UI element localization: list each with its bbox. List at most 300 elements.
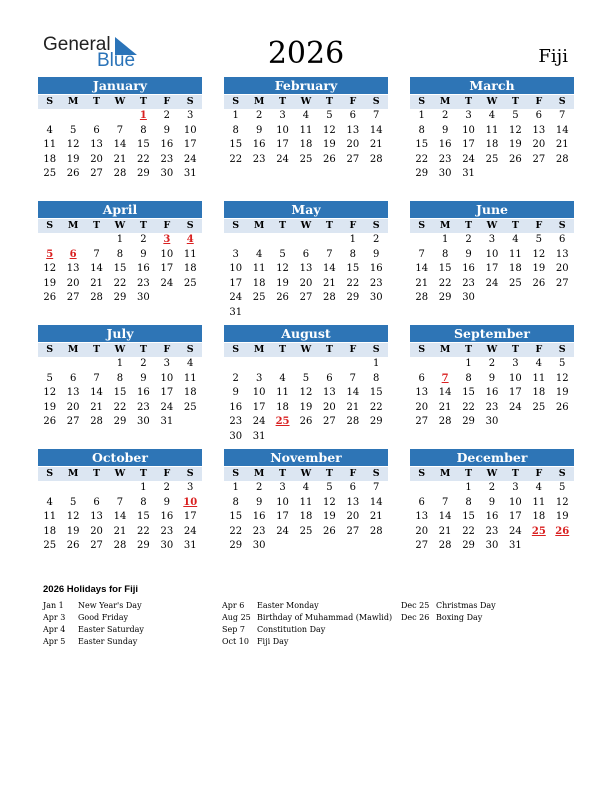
weekday-label: S bbox=[372, 96, 380, 107]
day-cell: 27 bbox=[532, 153, 546, 165]
day-cell: 3 bbox=[187, 110, 194, 121]
week-row bbox=[224, 233, 388, 248]
day-cell: 31 bbox=[509, 540, 522, 551]
empty-day-cell bbox=[85, 109, 108, 124]
day-cell: 31 bbox=[229, 306, 243, 318]
day-cell: 7 bbox=[559, 110, 566, 121]
day-cell: 13 bbox=[299, 263, 313, 274]
month-header: January bbox=[38, 77, 202, 94]
day-cell: 8 bbox=[140, 124, 147, 136]
day-cell: 26 bbox=[555, 401, 569, 413]
logo-general-text: General bbox=[43, 34, 111, 55]
day-cell: 29 bbox=[462, 540, 475, 551]
day-cell: 11 bbox=[252, 263, 266, 274]
day-cell: 16 bbox=[485, 511, 499, 522]
empty-day-cell bbox=[85, 233, 108, 248]
week-row bbox=[38, 153, 202, 168]
day-cell: 29 bbox=[415, 168, 429, 179]
day-cell: 31 bbox=[183, 540, 197, 551]
weekday-label: S bbox=[418, 220, 426, 231]
weekday-label: W bbox=[486, 96, 498, 107]
day-cell: 1 bbox=[232, 482, 239, 493]
holiday-row bbox=[43, 636, 144, 648]
week-row bbox=[224, 430, 388, 445]
day-cell: 27 bbox=[299, 292, 313, 303]
day-cell: 23 bbox=[462, 277, 475, 289]
day-cell: 24 bbox=[509, 525, 522, 537]
day-cell: 29 bbox=[137, 168, 150, 179]
month-header: February bbox=[224, 77, 388, 94]
day-cell: 18 bbox=[183, 263, 197, 274]
day-cell: 1 bbox=[418, 110, 425, 121]
weekday-header-row bbox=[224, 95, 388, 109]
weekday-header-row bbox=[410, 343, 574, 357]
day-cell: 21 bbox=[438, 401, 452, 413]
month-september bbox=[410, 325, 574, 430]
day-cell: 28 bbox=[113, 168, 127, 179]
day-cell: 19 bbox=[555, 511, 569, 522]
day-cell: 16 bbox=[438, 139, 452, 150]
month-october bbox=[38, 449, 202, 554]
week-row bbox=[224, 109, 388, 124]
weekday-label: S bbox=[46, 468, 54, 479]
day-cell: 28 bbox=[555, 153, 569, 165]
weekday-label: S bbox=[558, 220, 566, 231]
day-cell: 17 bbox=[485, 263, 499, 274]
day-cell: 15 bbox=[229, 511, 243, 522]
day-cell: 18 bbox=[299, 139, 313, 150]
day-cell: 8 bbox=[232, 124, 239, 136]
weekday-label: T bbox=[93, 344, 101, 355]
day-cell: 9 bbox=[255, 496, 263, 508]
day-cell: 30 bbox=[485, 540, 499, 551]
holiday-row bbox=[401, 612, 496, 624]
day-cell: 20 bbox=[66, 401, 80, 413]
day-cell: 2 bbox=[488, 358, 496, 369]
day-cell: 9 bbox=[163, 496, 170, 508]
week-row bbox=[410, 167, 574, 182]
day-cell: 6 bbox=[302, 248, 310, 260]
empty-day-cell bbox=[318, 233, 341, 248]
day-cell: 13 bbox=[532, 124, 546, 136]
day-cell: 2 bbox=[140, 358, 147, 369]
day-cell: 2 bbox=[140, 234, 147, 245]
weekday-label: M bbox=[439, 96, 451, 107]
day-cell: 10 bbox=[229, 263, 243, 274]
week-row bbox=[410, 262, 574, 277]
holiday-name: Christmas Day bbox=[436, 601, 496, 610]
day-cell: 11 bbox=[183, 248, 197, 260]
day-cell: 26 bbox=[66, 540, 80, 551]
day-cell: 22 bbox=[369, 401, 383, 413]
week-row bbox=[38, 525, 202, 540]
day-cell: 18 bbox=[252, 277, 266, 289]
week-row bbox=[224, 138, 388, 153]
day-cell: 26 bbox=[43, 416, 57, 427]
day-cell: 8 bbox=[232, 496, 239, 508]
holiday-day-cell: 25 bbox=[531, 525, 546, 537]
holiday-column bbox=[222, 600, 392, 648]
month-header: September bbox=[410, 325, 574, 342]
day-cell: 18 bbox=[509, 263, 522, 274]
weekday-label: S bbox=[186, 220, 194, 231]
day-cell: 2 bbox=[255, 110, 263, 121]
day-cell: 22 bbox=[137, 525, 150, 537]
holiday-day-cell: 26 bbox=[555, 525, 570, 537]
day-cell: 23 bbox=[485, 525, 499, 537]
week-row bbox=[410, 401, 574, 416]
day-cell: 3 bbox=[512, 358, 519, 369]
holiday-day-cell: 1 bbox=[139, 110, 147, 121]
empty-day-cell bbox=[410, 481, 433, 496]
weekday-label: T bbox=[93, 468, 101, 479]
holiday-row bbox=[222, 612, 392, 624]
day-cell: 7 bbox=[441, 496, 449, 508]
day-cell: 17 bbox=[462, 139, 475, 150]
day-cell: 4 bbox=[46, 496, 53, 508]
weekday-label: T bbox=[279, 96, 287, 107]
holiday-row bbox=[222, 600, 392, 612]
day-cell: 6 bbox=[93, 496, 100, 508]
empty-day-cell bbox=[38, 109, 61, 124]
empty-day-cell bbox=[410, 357, 433, 372]
day-cell: 21 bbox=[369, 511, 383, 522]
day-cell: 24 bbox=[229, 292, 243, 303]
weekday-label: S bbox=[232, 96, 240, 107]
day-cell: 14 bbox=[113, 511, 127, 522]
weekday-label: S bbox=[232, 344, 240, 355]
month-june bbox=[410, 201, 574, 306]
day-cell: 20 bbox=[66, 277, 80, 289]
week-row bbox=[38, 372, 202, 387]
weekday-label: F bbox=[535, 96, 543, 107]
day-cell: 13 bbox=[415, 387, 429, 398]
week-row bbox=[410, 124, 574, 139]
empty-day-cell bbox=[551, 291, 574, 306]
empty-day-cell bbox=[38, 357, 61, 372]
empty-day-cell bbox=[155, 291, 178, 306]
month-april bbox=[38, 201, 202, 306]
day-cell: 15 bbox=[462, 387, 475, 398]
holiday-name: Good Friday bbox=[78, 613, 129, 622]
day-cell: 2 bbox=[163, 482, 170, 493]
weekday-label: W bbox=[300, 468, 312, 479]
weekday-label: S bbox=[46, 220, 54, 231]
holiday-day-cell: 4 bbox=[186, 234, 194, 245]
empty-day-cell bbox=[294, 539, 317, 554]
day-cell: 1 bbox=[232, 110, 239, 121]
holiday-date: Apr 4 bbox=[43, 625, 66, 634]
day-cell: 1 bbox=[349, 234, 356, 245]
day-cell: 9 bbox=[255, 124, 263, 136]
day-cell: 20 bbox=[299, 277, 313, 289]
empty-day-cell bbox=[61, 357, 84, 372]
day-cell: 30 bbox=[137, 292, 150, 303]
weekday-label: M bbox=[439, 220, 451, 231]
day-cell: 3 bbox=[255, 372, 263, 384]
day-cell: 13 bbox=[555, 248, 569, 260]
weekday-label: S bbox=[186, 96, 194, 107]
day-cell: 22 bbox=[438, 277, 452, 289]
holiday-row bbox=[43, 600, 144, 612]
day-cell: 17 bbox=[229, 277, 243, 289]
day-cell: 5 bbox=[326, 482, 333, 493]
day-cell: 14 bbox=[438, 511, 452, 522]
day-cell: 11 bbox=[532, 372, 546, 384]
logo-blue-text: Blue bbox=[97, 50, 136, 71]
weekday-label: T bbox=[465, 468, 473, 479]
week-row bbox=[224, 510, 388, 525]
empty-day-cell bbox=[365, 306, 388, 321]
empty-day-cell bbox=[504, 167, 527, 182]
day-cell: 20 bbox=[555, 263, 569, 274]
holiday-date: Jan 1 bbox=[43, 601, 64, 610]
day-cell: 15 bbox=[415, 139, 429, 150]
week-row bbox=[224, 306, 388, 321]
day-cell: 19 bbox=[532, 263, 546, 274]
empty-day-cell bbox=[271, 357, 294, 372]
day-cell: 7 bbox=[116, 496, 124, 508]
weekday-label: S bbox=[186, 468, 194, 479]
day-cell: 29 bbox=[462, 416, 475, 427]
day-cell: 30 bbox=[229, 430, 243, 442]
day-cell: 6 bbox=[349, 482, 356, 493]
empty-day-cell bbox=[271, 306, 294, 321]
day-cell: 25 bbox=[485, 153, 499, 165]
weekday-header-row bbox=[38, 467, 202, 481]
day-cell: 27 bbox=[90, 540, 103, 551]
day-cell: 27 bbox=[346, 525, 360, 537]
day-cell: 23 bbox=[137, 401, 150, 413]
weekday-label: T bbox=[139, 344, 147, 355]
weekday-label: T bbox=[325, 344, 333, 355]
day-cell: 5 bbox=[326, 110, 333, 121]
weekday-label: W bbox=[114, 344, 126, 355]
weekday-label: M bbox=[439, 468, 451, 479]
day-cell: 20 bbox=[415, 401, 429, 413]
week-row bbox=[410, 372, 574, 387]
week-row bbox=[38, 167, 202, 182]
day-cell: 11 bbox=[276, 387, 289, 398]
day-cell: 18 bbox=[532, 387, 546, 398]
month-may bbox=[224, 201, 388, 320]
holiday-column bbox=[43, 600, 144, 648]
day-cell: 6 bbox=[418, 372, 425, 384]
month-header: May bbox=[224, 201, 388, 218]
day-cell: 29 bbox=[438, 292, 452, 303]
day-cell: 7 bbox=[373, 482, 380, 493]
empty-day-cell bbox=[480, 167, 503, 182]
day-cell: 24 bbox=[276, 153, 289, 165]
day-cell: 16 bbox=[160, 511, 174, 522]
day-cell: 5 bbox=[512, 110, 519, 121]
day-cell: 31 bbox=[462, 168, 475, 179]
day-cell: 13 bbox=[90, 511, 103, 522]
empty-day-cell bbox=[271, 233, 294, 248]
day-cell: 9 bbox=[163, 124, 170, 136]
day-cell: 28 bbox=[438, 540, 452, 551]
day-cell: 25 bbox=[43, 168, 57, 179]
day-cell: 29 bbox=[229, 540, 243, 551]
day-cell: 4 bbox=[512, 234, 519, 245]
day-cell: 25 bbox=[183, 401, 197, 413]
weekday-label: M bbox=[67, 96, 79, 107]
weekday-label: T bbox=[465, 220, 473, 231]
week-row bbox=[38, 496, 202, 511]
weekday-label: M bbox=[67, 344, 79, 355]
holiday-name: Boxing Day bbox=[436, 613, 483, 622]
day-cell: 28 bbox=[415, 292, 429, 303]
week-row bbox=[410, 291, 574, 306]
day-cell: 4 bbox=[279, 372, 286, 384]
day-cell: 17 bbox=[276, 511, 289, 522]
empty-day-cell bbox=[247, 306, 270, 321]
day-cell: 18 bbox=[183, 387, 197, 398]
day-cell: 14 bbox=[346, 387, 360, 398]
day-cell: 20 bbox=[346, 511, 360, 522]
weekday-label: W bbox=[486, 220, 498, 231]
day-cell: 30 bbox=[462, 292, 475, 303]
day-cell: 21 bbox=[323, 277, 336, 289]
day-cell: 12 bbox=[323, 124, 336, 136]
day-cell: 22 bbox=[113, 401, 127, 413]
day-cell: 23 bbox=[485, 401, 499, 413]
day-cell: 4 bbox=[255, 248, 263, 260]
day-cell: 1 bbox=[116, 358, 124, 369]
day-cell: 27 bbox=[555, 277, 569, 289]
weekday-label: S bbox=[372, 344, 380, 355]
holiday-day-cell: 10 bbox=[183, 496, 198, 508]
empty-day-cell bbox=[85, 357, 108, 372]
empty-day-cell bbox=[365, 539, 388, 554]
day-cell: 25 bbox=[252, 292, 266, 303]
weekday-label: T bbox=[93, 220, 101, 231]
holiday-day-cell: 25 bbox=[275, 416, 290, 427]
week-row bbox=[410, 415, 574, 430]
day-cell: 7 bbox=[93, 372, 100, 384]
day-cell: 23 bbox=[369, 277, 383, 289]
day-cell: 26 bbox=[43, 292, 57, 303]
day-cell: 17 bbox=[509, 387, 522, 398]
day-cell: 7 bbox=[93, 248, 100, 260]
day-cell: 11 bbox=[509, 248, 522, 260]
holiday-day-cell: 5 bbox=[46, 248, 54, 260]
day-cell: 8 bbox=[418, 124, 425, 136]
day-cell: 24 bbox=[252, 416, 266, 427]
day-cell: 19 bbox=[323, 139, 336, 150]
week-row bbox=[410, 357, 574, 372]
day-cell: 12 bbox=[555, 496, 569, 508]
day-cell: 14 bbox=[438, 387, 452, 398]
month-november bbox=[224, 449, 388, 554]
holiday-row bbox=[43, 624, 144, 636]
weekday-label: M bbox=[67, 468, 79, 479]
day-cell: 12 bbox=[43, 263, 57, 274]
weekday-label: M bbox=[253, 468, 265, 479]
weekday-label: M bbox=[253, 220, 265, 231]
week-row bbox=[410, 153, 574, 168]
day-cell: 4 bbox=[488, 110, 496, 121]
weekday-label: M bbox=[439, 344, 451, 355]
day-cell: 28 bbox=[90, 292, 103, 303]
day-cell: 5 bbox=[302, 372, 310, 384]
day-cell: 13 bbox=[90, 139, 103, 150]
weekday-label: W bbox=[114, 96, 126, 107]
holiday-date: Oct 10 bbox=[222, 637, 249, 646]
weekday-label: S bbox=[186, 344, 194, 355]
empty-day-cell bbox=[294, 233, 317, 248]
day-cell: 19 bbox=[43, 401, 57, 413]
empty-day-cell bbox=[480, 291, 503, 306]
day-cell: 16 bbox=[160, 139, 174, 150]
day-cell: 28 bbox=[323, 292, 336, 303]
day-cell: 9 bbox=[488, 372, 496, 384]
day-cell: 18 bbox=[43, 153, 57, 165]
holiday-date: Apr 5 bbox=[43, 637, 66, 646]
day-cell: 31 bbox=[252, 430, 266, 442]
day-cell: 5 bbox=[535, 234, 542, 245]
day-cell: 10 bbox=[485, 248, 499, 260]
holiday-row bbox=[222, 636, 392, 648]
weekday-label: W bbox=[300, 344, 312, 355]
weekday-header-row bbox=[38, 343, 202, 357]
week-row bbox=[410, 496, 574, 511]
empty-day-cell bbox=[61, 109, 84, 124]
day-cell: 17 bbox=[183, 139, 197, 150]
week-row bbox=[38, 291, 202, 306]
day-cell: 22 bbox=[113, 277, 127, 289]
day-cell: 20 bbox=[323, 401, 336, 413]
day-cell: 1 bbox=[465, 482, 472, 493]
weekday-label: T bbox=[279, 468, 287, 479]
day-cell: 10 bbox=[252, 387, 266, 398]
day-cell: 3 bbox=[465, 110, 472, 121]
weekday-label: T bbox=[511, 220, 519, 231]
empty-day-cell bbox=[38, 233, 61, 248]
day-cell: 22 bbox=[462, 525, 475, 537]
day-cell: 9 bbox=[232, 387, 239, 398]
day-cell: 5 bbox=[46, 372, 53, 384]
empty-day-cell bbox=[108, 109, 131, 124]
day-cell: 24 bbox=[160, 401, 174, 413]
weekday-label: S bbox=[558, 344, 566, 355]
day-cell: 2 bbox=[373, 234, 380, 245]
week-row bbox=[224, 401, 388, 416]
day-cell: 12 bbox=[323, 496, 336, 508]
week-row bbox=[38, 357, 202, 372]
day-cell: 20 bbox=[415, 525, 429, 537]
month-header: June bbox=[410, 201, 574, 218]
holiday-day-cell: 6 bbox=[69, 248, 77, 260]
week-row bbox=[410, 510, 574, 525]
day-cell: 21 bbox=[346, 401, 360, 413]
day-cell: 11 bbox=[485, 124, 499, 136]
day-cell: 26 bbox=[276, 292, 289, 303]
month-header: October bbox=[38, 449, 202, 466]
day-cell: 22 bbox=[415, 153, 429, 165]
day-cell: 7 bbox=[116, 124, 124, 136]
day-cell: 17 bbox=[509, 511, 522, 522]
week-row bbox=[38, 233, 202, 248]
day-cell: 30 bbox=[252, 540, 266, 551]
week-row bbox=[38, 481, 202, 496]
week-row bbox=[38, 386, 202, 401]
day-cell: 30 bbox=[369, 292, 383, 303]
day-cell: 5 bbox=[559, 358, 566, 369]
day-cell: 23 bbox=[252, 525, 266, 537]
week-row bbox=[38, 248, 202, 263]
month-january bbox=[38, 77, 202, 182]
